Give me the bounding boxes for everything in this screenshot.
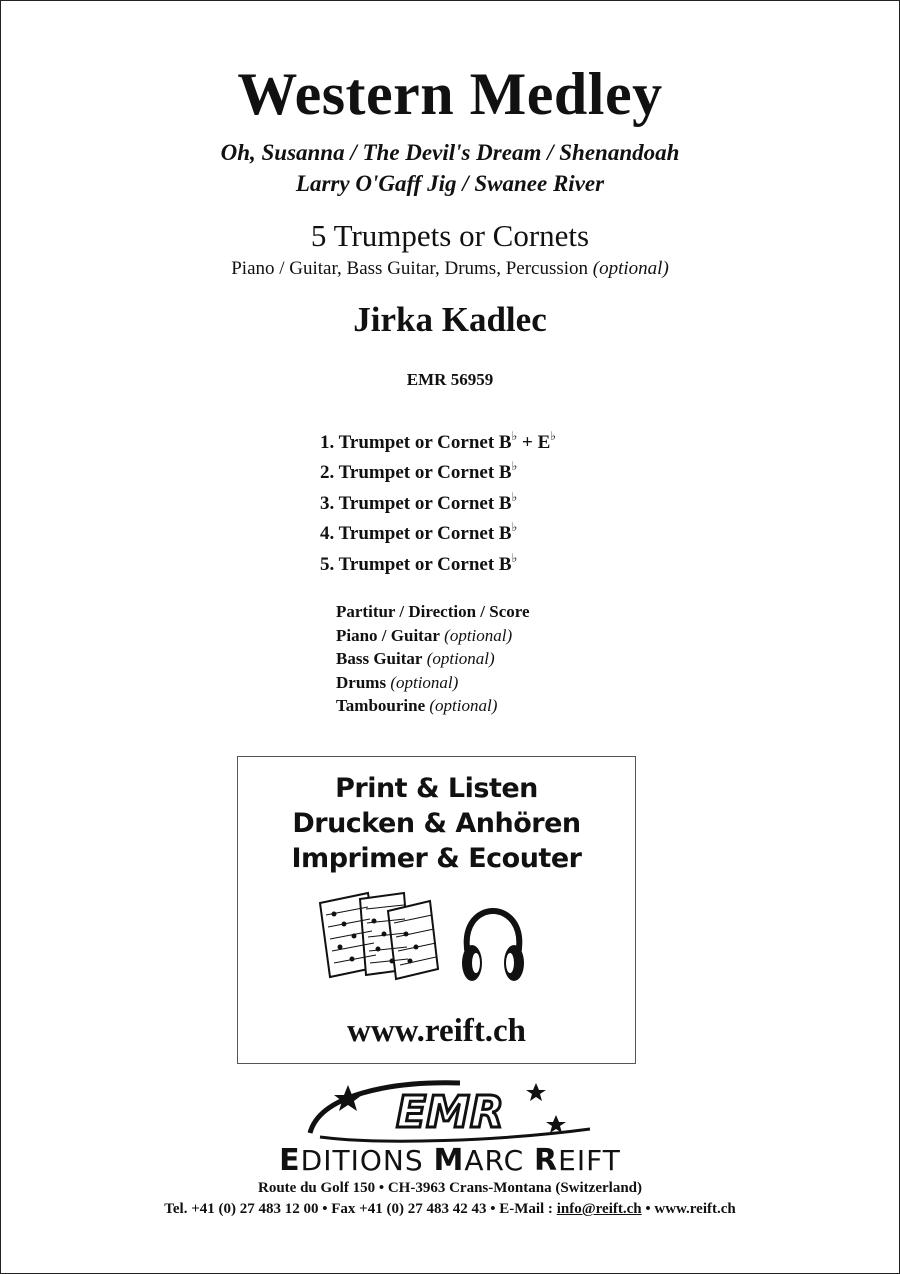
part-item-3: 3. Trumpet or Cornet B♭ <box>320 489 518 514</box>
subtitle-line-1: Oh, Susanna / The Devil's Dream / Shenandoah <box>220 140 680 165</box>
emr-logo-text: EMR <box>396 1087 504 1138</box>
accompaniment: Piano / Guitar, Bass Guitar, Drums, Percussion <box>231 258 589 279</box>
score-item: Partitur / Direction / Score <box>336 602 530 621</box>
promo-line-3: Imprimer & Ecouter <box>291 843 582 874</box>
score-items-list <box>336 600 530 718</box>
subtitle-line-2: Larry O'Gaff Jig / Swanee River <box>295 171 605 196</box>
publisher-address: Route du Golf 150 • CH-3963 Crans-Montana (Switzerland) <box>258 1180 642 1196</box>
part-item-5: 5. Trumpet or Cornet B♭ <box>320 550 518 575</box>
website-url[interactable]: www.reift.ch <box>346 1013 527 1049</box>
score-item: Bass Guitar (optional) <box>336 649 495 669</box>
headphones-icon <box>458 907 528 987</box>
emr-logo <box>300 1075 600 1147</box>
sheet-music-icon <box>312 887 442 987</box>
accompaniment-line <box>0 258 900 280</box>
catalog-number: EMR 56959 <box>406 370 494 389</box>
part-item-4: 4. Trumpet or Cornet B♭ <box>320 520 518 545</box>
instrumentation: 5 Trumpets or Cornets <box>310 218 590 253</box>
promo-line-2: Drucken & Anhören <box>292 808 581 839</box>
page-title: Western Medley <box>237 61 663 127</box>
publisher-name: EDITIONS MARC REIFT <box>279 1143 621 1178</box>
score-item: Piano / Guitar (optional) <box>336 625 513 645</box>
publisher-contact: Tel. +41 (0) 27 483 12 00 • Fax +41 (0) 27 483 42 43 • E-Mail : info@reift.ch • www.reift.ch <box>164 1201 736 1217</box>
accompaniment-note: (optional) <box>592 258 669 279</box>
parts-list <box>320 421 556 573</box>
score-item: Drums (optional) <box>336 672 459 692</box>
score-item: Tambourine (optional) <box>336 696 498 716</box>
email-link[interactable]: info@reift.ch <box>556 1201 642 1217</box>
promo-line-1: Print & Listen <box>335 773 538 804</box>
composer-name: Jirka Kadlec <box>353 300 547 339</box>
print-listen-box <box>237 756 636 1064</box>
part-item-2: 2. Trumpet or Cornet B♭ <box>320 459 518 484</box>
part-item-1: 1. Trumpet or Cornet B♭ + E♭ <box>320 429 556 453</box>
